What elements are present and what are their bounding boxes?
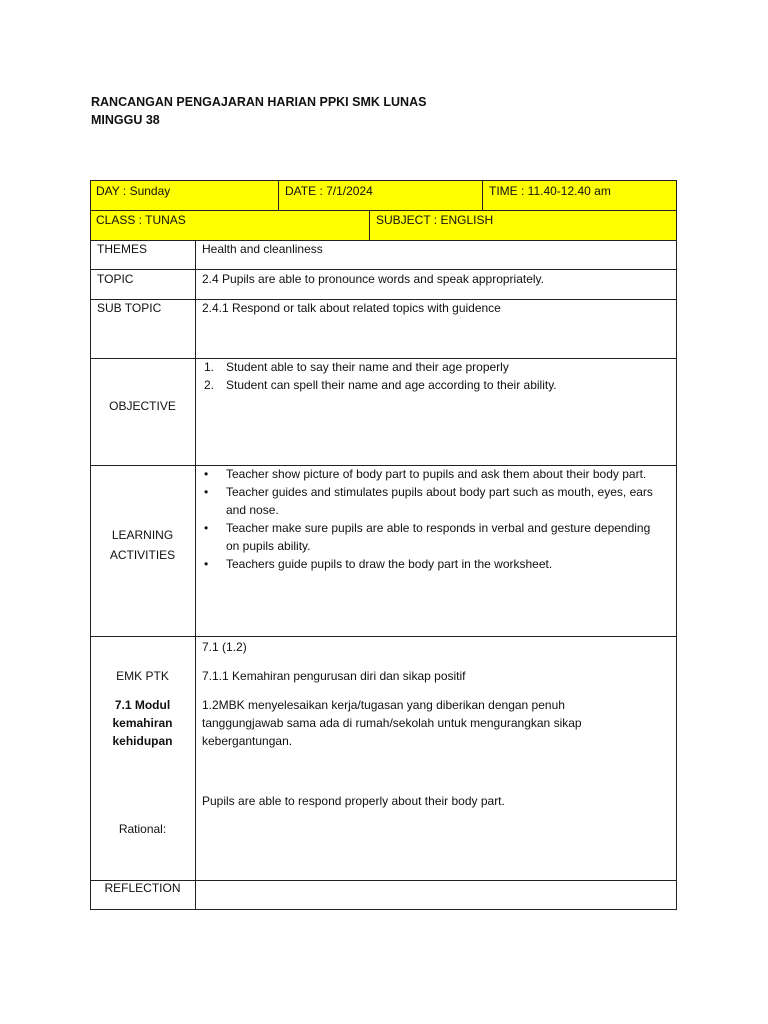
date-cell: DATE : 7/1/2024 xyxy=(285,184,373,198)
modul-label: 7.1 Modul kemahiran kehidupan xyxy=(112,698,173,748)
themes-label: THEMES xyxy=(97,242,148,256)
subject-cell: SUBJECT : ENGLISH xyxy=(376,213,494,227)
rational-label: Rational: xyxy=(118,822,167,836)
objective-label: OBJECTIVE xyxy=(109,399,176,413)
learning-list xyxy=(202,465,662,573)
emk-label: EMK PTK xyxy=(116,669,169,683)
rational-value: Pupils are able to respond properly about their body part. xyxy=(202,794,505,808)
list-item: • Teacher guides and stimulates pupils about body part such as mouth, eyes, ears and nose. xyxy=(204,485,653,517)
list-item: • Teacher show picture of body part to pupils and ask them about their body part. xyxy=(204,467,647,481)
objective-list xyxy=(202,358,672,394)
topic-label: TOPIC xyxy=(97,272,134,286)
time-cell: TIME : 11.40-12.40 am xyxy=(489,184,611,198)
list-item: • Teacher make sure pupils are able to responds in verbal and gesture depending on pupils ability. xyxy=(204,521,651,553)
subtopic-label: SUB TOPIC xyxy=(97,301,162,315)
list-item: 2. Student can spell their name and age according to their ability. xyxy=(204,378,557,392)
list-item: • Teachers guide pupils to draw the body part in the worksheet. xyxy=(204,557,553,571)
topic-value: 2.4 Pupils are able to pronounce words and speak appropriately. xyxy=(202,272,544,286)
emk-code: 7.1 (1.2) xyxy=(202,640,247,654)
emk-description: 1.2MBK menyelesaikan kerja/tugasan yang diberikan dengan penuh tanggungjawab sama ada di rumah/sekolah untuk mengurangkan sikap kebergantungan. xyxy=(202,698,582,748)
reflection-label: REFLECTION xyxy=(104,881,181,895)
reflection-value[interactable] xyxy=(202,882,672,906)
subtopic-value: 2.4.1 Respond or talk about related topics with guidence xyxy=(202,301,501,315)
week-label: MINGGU 38 xyxy=(91,113,160,127)
list-item: 1. Student able to say their name and their age properly xyxy=(204,360,509,374)
day-cell: DAY : Sunday xyxy=(96,184,171,198)
learning-label: LEARNING ACTIVITIES xyxy=(109,528,176,562)
themes-value: Health and cleanliness xyxy=(202,242,323,256)
document-title: RANCANGAN PENGAJARAN HARIAN PPKI SMK LUNAS xyxy=(91,95,427,109)
emk-skill: 7.1.1 Kemahiran pengurusan diri dan sikap positif xyxy=(202,669,466,683)
class-cell: CLASS : TUNAS xyxy=(96,213,186,227)
